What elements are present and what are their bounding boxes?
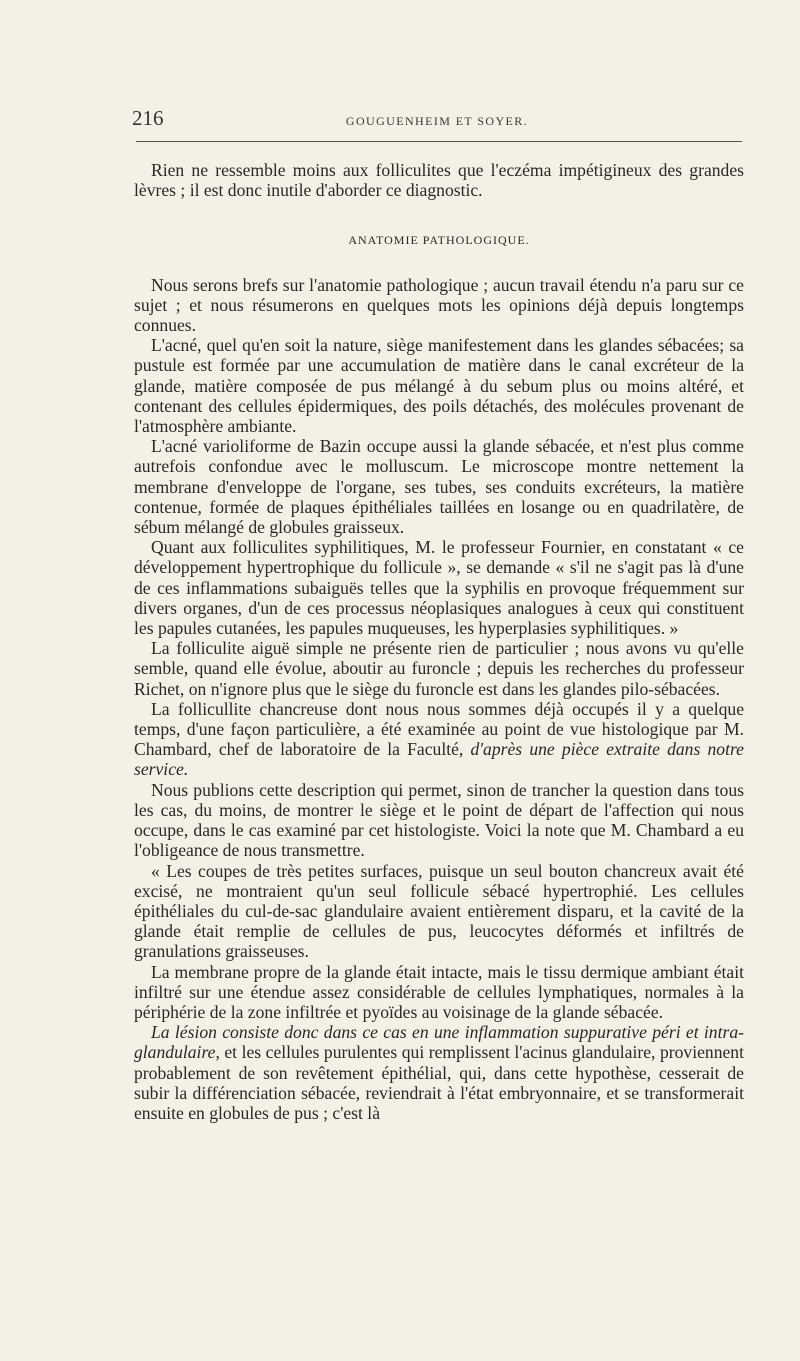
paragraph: La membrane propre de la glande était intacte, mais le tissu dermique ambiant était infiltré sur une étendue assez considérable de cellules lymphatiques, normales à la périphérie de la zone infiltrée et pyoïdes au voisinage de la glande sébacée. (134, 961, 744, 1022)
paragraph: L'acné, quel qu'en soit la nature, siège manifestement dans les glandes sébacées; sa pustule est formée par une accumulation de matière dans le canal excréteur de la glande, matière composée de pus mélangé à du sebum plus ou moins altéré, et contenant des cellules épidermiques, des poils détachés, des molécules provenant de l'atmosphère ambiante. (134, 335, 744, 437)
paragraph (134, 1022, 744, 1123)
paragraph: Nous serons brefs sur l'anatomie pathologique ; aucun travail étendu n'a paru sur ce sujet ; et nous résumerons en quelques mots les opinions déjà depuis longtemps connues. (134, 274, 744, 336)
paragraph: L'acné varioliforme de Bazin occupe aussi la glande sébacée, et n'est plus comme autrefois confondue avec le molluscum. Le microscope montre nettement la membrane d'enveloppe de l'organe, ses tubes, ses conduits excréteurs, la matière contenue, formée de plaques épithéliales taillées en losange ou en quadrilatère, de sébum mélangé de globules graisseux. (134, 436, 744, 538)
quoted-paragraph: « Les coupes de très petites surfaces, puisque un seul bouton chancreux avait été excisé, ne montraient qu'un seul follicule sébacé hypertrophié. Les cellules épithéliales du cul-de-sac glandulaire avaient entièrement disparu, et la cavité de la glande était remplie de cellules de pus, leucocytes déformés et infiltrés de granulations graisseuses. (134, 860, 744, 962)
paragraph (134, 699, 744, 780)
paragraph: Rien ne ressemble moins aux folliculites que l'eczéma impétigineux des grandes lèvres ; il est donc inutile d'aborder ce diagnostic. (134, 160, 744, 201)
paragraph: Quant aux folliculites syphilitiques, M. le professeur Fournier, en constatant « ce développement hypertrophique du follicule », se demande « s'il ne s'agit pas là d'une de ces inflammations subaiguës telles que la syphilis en provoque fréquemment sur divers organes, d'un de ces processus néoplasiques analogues à ceux qui constituent les papules cutanées, les papules muqueuses, les hyperplasies syphilitiques. » (134, 537, 744, 639)
paragraph: La folliculite aiguë simple ne présente rien de particulier ; nous avons vu qu'elle semble, quand elle évolue, aboutir au furoncle ; depuis les recherches du professeur Richet, on n'ignore plus que le siège du furoncle est dans les glandes pilo-sébacées. (134, 638, 744, 699)
paragraph-text: La follicullite chancreuse dont nous nous sommes déjà occupés il y a quelque temps, d'une façon particulière, a été examinée au point de vue histologique par M. Chambard, chef de laboratoire de la Faculté, (134, 698, 744, 760)
body-text (134, 160, 744, 1123)
header-rule (136, 141, 742, 142)
paragraph: Nous publions cette description qui permet, sinon de trancher la question dans tous les cas, du moins, de montrer le siège et le point de départ de l'affection qui nous occupe, dans le cas examiné par cet histologiste. Voici la note que M. Chambard a eu l'obligeance de nous transmettre. (134, 779, 744, 861)
page-number: 216 (132, 106, 164, 130)
paragraph-italic: La lésion consiste donc dans ce cas en une inflammation suppurative péri et intra-glandulaire (134, 1022, 744, 1063)
section-heading: ANATOMIE PATHOLOGIQUE. (348, 233, 530, 248)
paragraph-italic: d'après une pièce extraite dans notre service. (134, 739, 744, 780)
running-head (132, 106, 742, 130)
running-title: GOUGUENHEIM ET SOYER. (345, 114, 529, 128)
paragraph-text: , et les cellules purulentes qui remplissent l'acinus glandulaire, proviennent probablement de son revêtement épithélial, qui, dans cette hypothèse, cesserait de subir la différenciation sébacée, reviendrait à l'état embryonnaire, et se transformerait ensuite en globules de pus ; c'est là (134, 1042, 744, 1123)
